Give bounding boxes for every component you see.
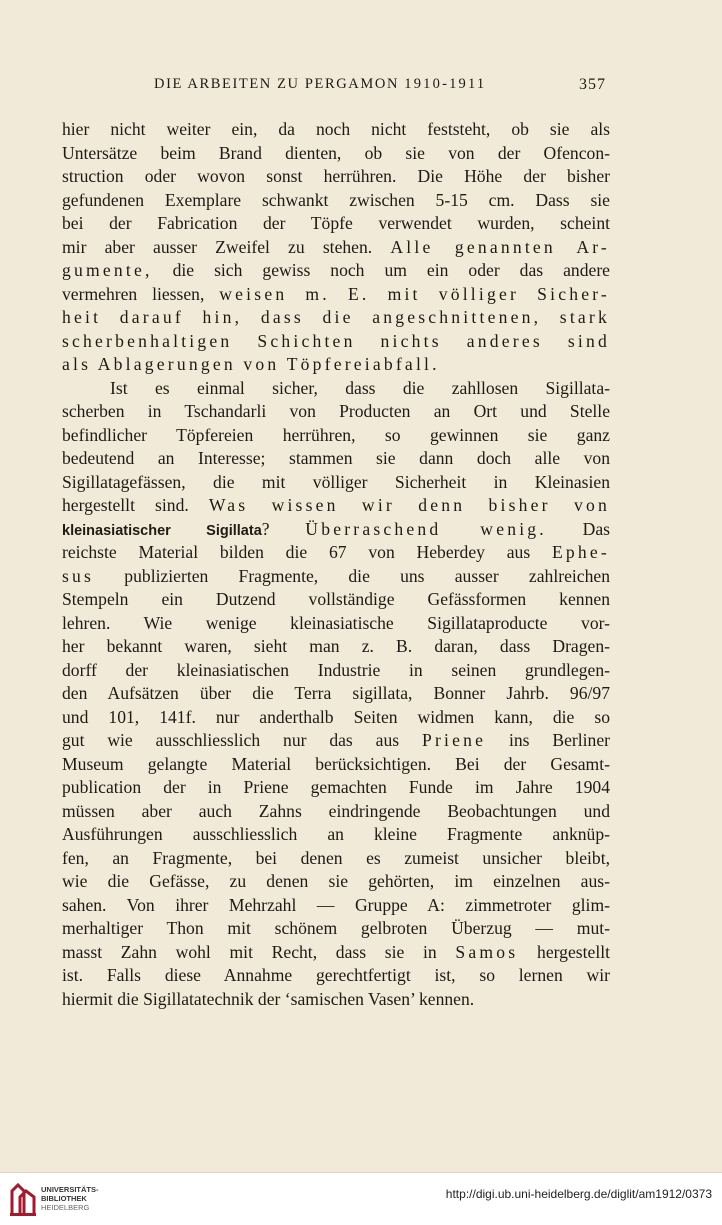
text-line — [62, 494, 610, 518]
heidelberg-library-logo-icon[interactable] — [8, 1181, 38, 1217]
spaced-emphasis-text: heit darauf hin, dass die angeschnittenen, stark — [62, 307, 610, 327]
text-run: gut wie ausschliesslich nur das aus — [62, 730, 422, 750]
spaced-emphasis-text: gumente, — [62, 260, 153, 280]
body-text — [62, 118, 610, 1011]
text-line — [62, 541, 610, 565]
text-run: die sich gewiss noch um ein oder das andere — [152, 260, 610, 280]
spaced-emphasis-text: Alle genannten Ar- — [390, 236, 610, 257]
text-run: vermehren liessen, — [62, 283, 220, 304]
text-run: mir aber ausser Zweifel zu stehen. — [62, 236, 391, 257]
text-run: publication der in Priene gemachten Funde im Jahre 1904 — [62, 777, 610, 797]
text-run: wie die Gefässe, zu denen sie gehörten, im einzelnen aus- — [62, 871, 610, 891]
text-line — [62, 776, 610, 800]
running-head — [62, 76, 606, 100]
text-line — [62, 165, 610, 189]
text-run: publizierten Fragmente, die uns ausser zahlreichen — [94, 565, 610, 586]
spaced-emphasis-text: Überraschend wenig. — [305, 518, 547, 539]
text-line — [62, 753, 610, 777]
text-run: den Aufsätzen über die Terra sigillata, Bonner Jahrb. 96/97 — [62, 683, 610, 703]
text-run: lehren. Wie wenige kleinasiatische Sigillataproducte vor- — [62, 612, 610, 633]
spaced-emphasis-text: als Ablagerungen von Töpfereiabfall. — [62, 354, 440, 374]
text-line — [62, 847, 610, 871]
text-run: fen, an Fragmente, bei denen es zumeist unsicher bleibt, — [62, 847, 610, 868]
spaced-emphasis-text: Samos — [455, 941, 519, 962]
text-line — [62, 729, 610, 753]
text-line — [62, 447, 610, 471]
text-line — [62, 118, 610, 142]
logo-line-3: HEIDELBERG — [41, 1203, 90, 1212]
text-run: Sigillatagefässen, die mit völliger Sicherheit in Kleinasien — [62, 471, 610, 492]
text-line — [62, 306, 610, 330]
text-run: ? — [261, 518, 306, 539]
spaced-emphasis-text: Priene — [421, 730, 487, 750]
spaced-emphasis-text: weisen m. E. mit völliger Sicher- — [219, 283, 610, 304]
text-line — [62, 330, 610, 354]
text-line — [62, 236, 610, 260]
text-run: masst Zahn wohl mit Recht, dass sie in — [62, 941, 456, 962]
text-run: Das — [546, 518, 610, 539]
text-line — [62, 917, 610, 941]
text-line — [62, 823, 610, 847]
text-line — [62, 682, 610, 706]
spaced-emphasis-text: Ephe- — [551, 542, 610, 562]
spaced-emphasis-text: sus — [62, 565, 95, 586]
text-line — [62, 894, 610, 918]
text-line — [62, 988, 610, 1012]
spaced-emphasis-text: scherbenhaltigen Schichten nichts anderes sind — [62, 330, 610, 351]
library-logo-text[interactable] — [41, 1185, 99, 1212]
text-line — [62, 400, 610, 424]
text-run: her bekannt waren, sieht man z. B. daran, dass Dragen- — [62, 636, 610, 656]
text-line — [62, 941, 610, 965]
logo-line-2: BIBLIOTHEK — [41, 1194, 87, 1203]
text-run: müssen aber auch Zahns eindringende Beobachtungen und — [62, 800, 610, 821]
text-line — [62, 635, 610, 659]
text-line — [62, 377, 610, 401]
text-line — [62, 612, 610, 636]
text-run: dorff der kleinasiatischen Industrie in seinen grundlegen- — [62, 659, 610, 680]
page-number: 357 — [579, 76, 606, 93]
footer-bar — [0, 1172, 722, 1225]
text-run: befindlicher Töpfereien herrühren, so gewinnen sie ganz — [62, 424, 610, 445]
permalink-url[interactable]: http://digi.ub.uni-heidelberg.de/diglit/am1912/0373 — [445, 1187, 712, 1201]
text-line — [62, 588, 610, 612]
text-line — [62, 800, 610, 824]
text-line — [62, 870, 610, 894]
text-run: Ausführungen ausschliesslich an kleine Fragmente anknüp- — [62, 824, 610, 844]
text-run: hergestellt — [518, 941, 610, 962]
text-run: und 101, 141f. nur anderthalb Seiten widmen kann, die so — [62, 706, 610, 727]
text-run: hergestellt sind. — [62, 495, 209, 515]
text-line — [62, 471, 610, 495]
text-line — [62, 212, 610, 236]
text-line — [62, 142, 610, 166]
text-run: Stempeln ein Dutzend vollständige Gefässformen kennen — [62, 589, 610, 609]
text-run: sahen. Von ihrer Mehrzahl — Gruppe A: zimmetroter glim- — [62, 894, 610, 915]
text-run: bei der Fabrication der Töpfe verwendet wurden, scheint — [62, 213, 610, 233]
text-run: ins Berliner — [486, 730, 610, 750]
text-run: reichste Material bilden die 67 von Heberdey aus — [62, 542, 552, 562]
text-run: hier nicht weiter ein, da noch nicht feststeht, ob sie als — [62, 119, 610, 139]
text-line — [62, 283, 610, 307]
text-line — [62, 964, 610, 988]
text-run: ist. Falls diese Annahme gerechtfertigt ist, so lernen wir — [62, 965, 610, 985]
text-line — [62, 659, 610, 683]
spaced-emphasis-text: Was wissen wir denn bisher von — [208, 495, 610, 515]
text-run: Ist es einmal sicher, dass die zahllosen Sigillata- — [110, 377, 610, 398]
text-run: Untersätze beim Brand dienten, ob sie von der Ofencon- — [62, 142, 610, 163]
text-run: struction oder wovon sonst herrühren. Die Höhe der bisher — [62, 166, 610, 186]
text-line — [62, 353, 610, 377]
text-run: hiermit die Sigillatatechnik der ‘samischen Vasen’ kennen. — [62, 988, 475, 1009]
logo-line-1: UNIVERSITÄTS- — [41, 1185, 99, 1194]
text-run: merhaltiger Thon mit schönem gelbroten Überzug — mut- — [62, 918, 610, 938]
text-line — [62, 259, 610, 283]
text-line — [62, 189, 610, 213]
text-line — [62, 518, 610, 542]
text-line — [62, 565, 610, 589]
text-line — [62, 424, 610, 448]
text-run: bedeutend an Interesse; stammen sie dann doch alle von — [62, 448, 610, 468]
sans-emphasis-text: kleinasiatischer Sigillata — [62, 522, 262, 539]
text-run: gefundenen Exemplare schwankt zwischen 5-15 cm. Dass sie — [62, 189, 610, 210]
text-run: scherben in Tschandarli von Producten an Ort und Stelle — [62, 401, 610, 421]
text-run: Museum gelangte Material berücksichtigen. Bei der Gesamt- — [62, 753, 610, 774]
text-line — [62, 706, 610, 730]
running-head-title: DIE ARBEITEN ZU PERGAMON 1910-1911 — [154, 76, 487, 92]
